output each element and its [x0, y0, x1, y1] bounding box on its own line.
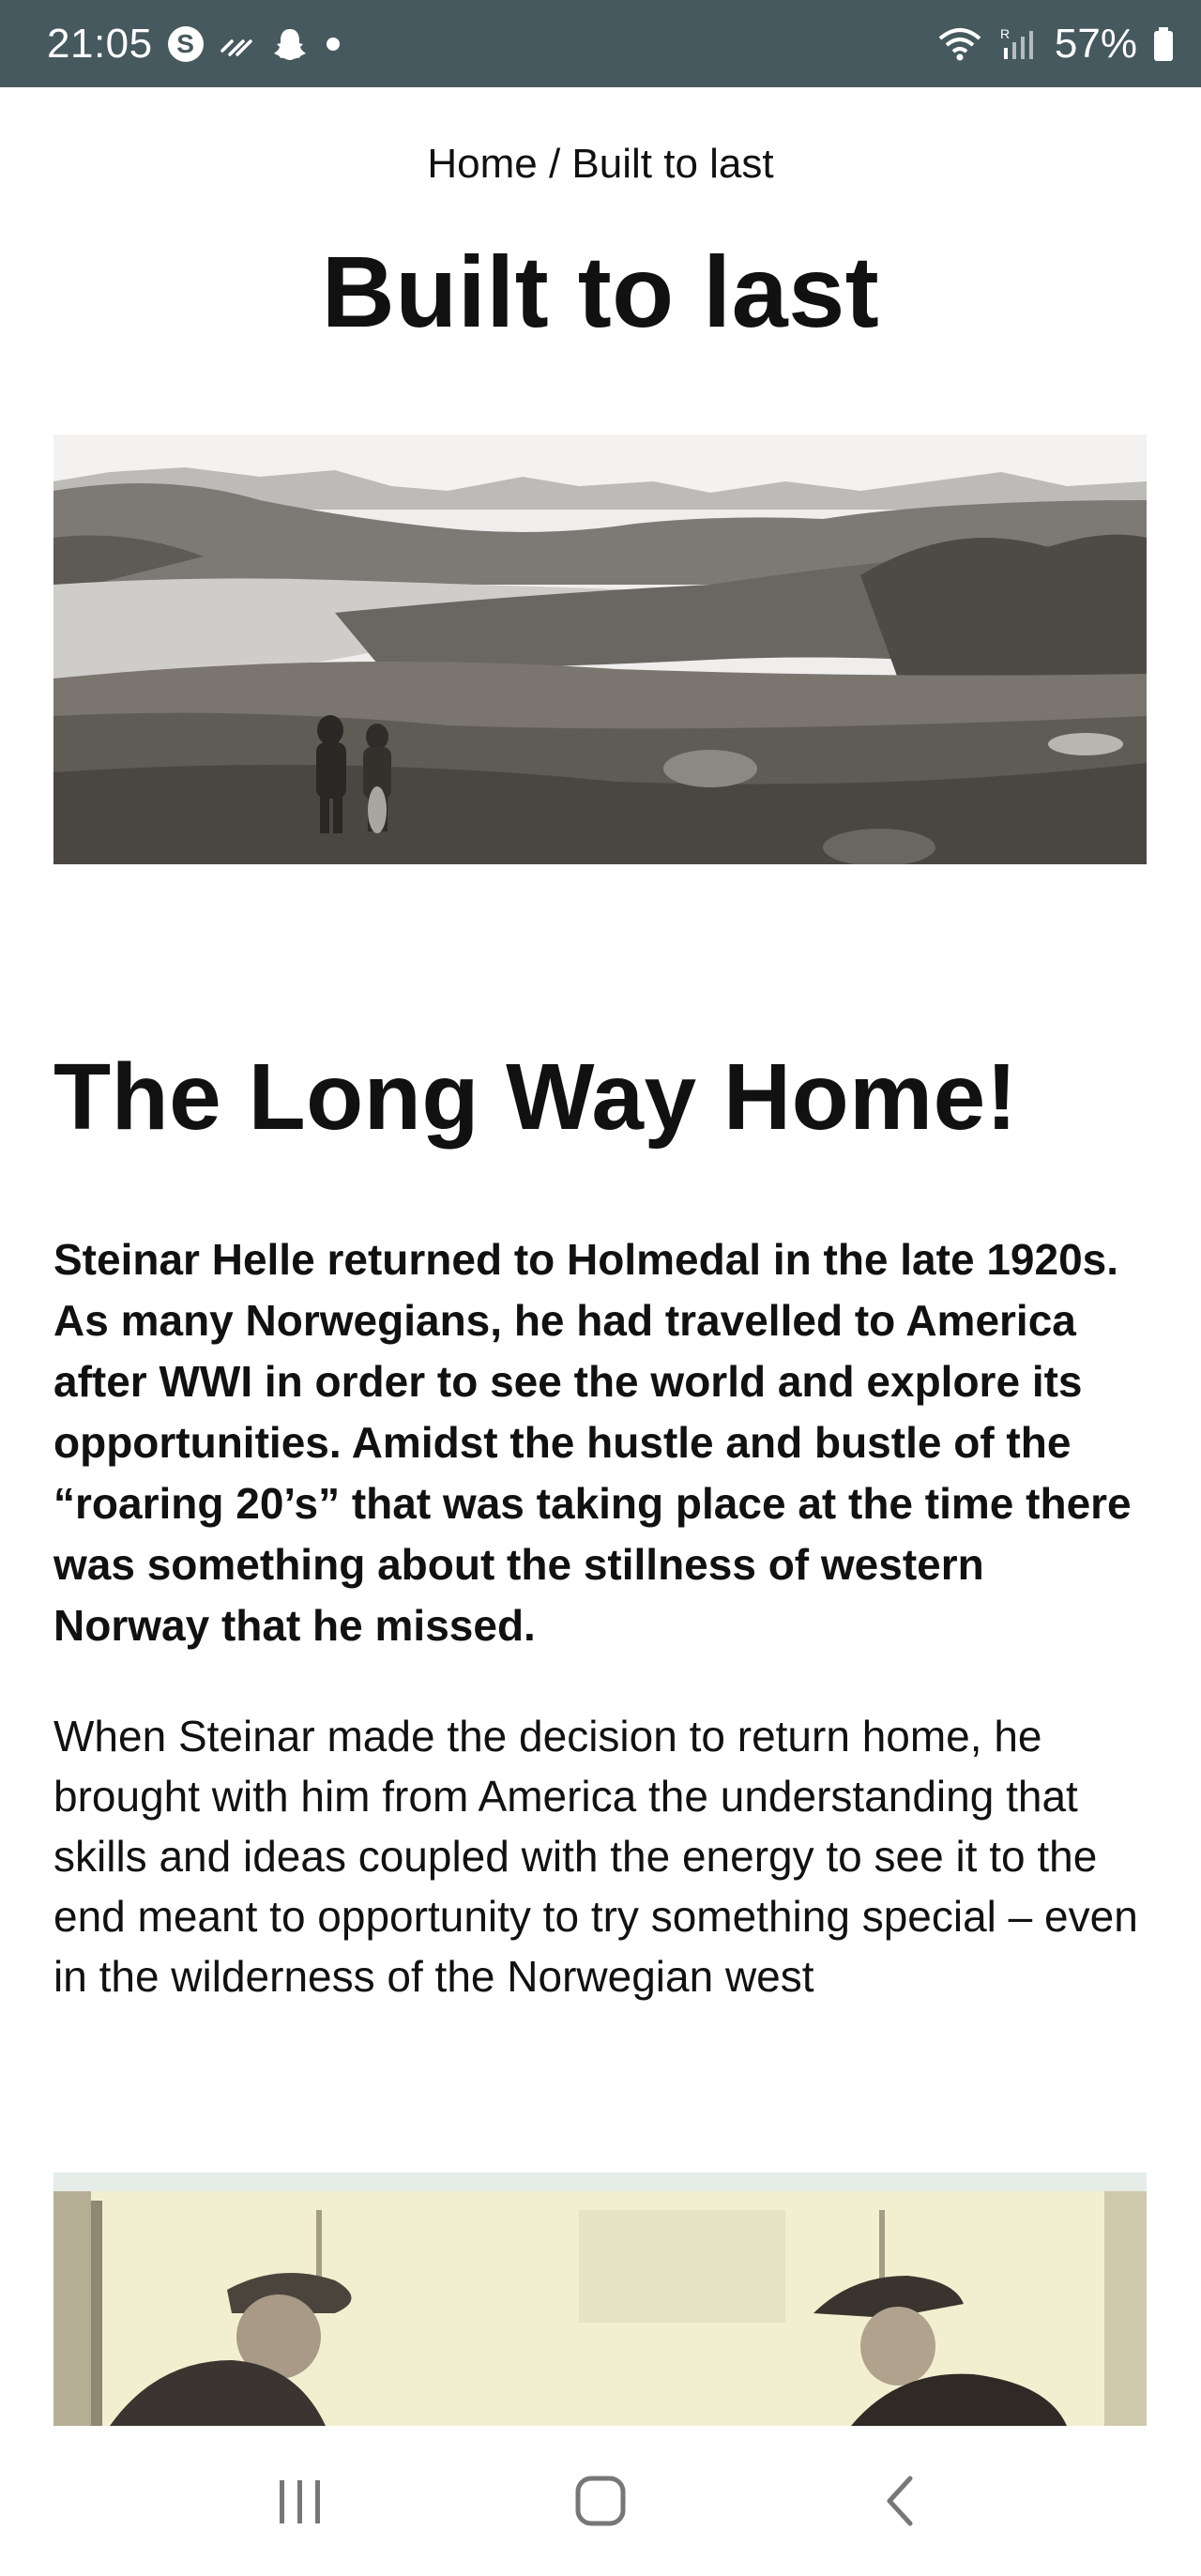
recent-apps-button[interactable] — [244, 2454, 357, 2548]
back-button[interactable] — [844, 2454, 957, 2548]
signal-icon — [998, 25, 1040, 63]
battery-icon — [1152, 26, 1175, 62]
breadcrumb-home-link[interactable]: Home — [427, 141, 538, 187]
missed-call-icon — [219, 30, 256, 58]
snapchat-icon — [271, 25, 309, 63]
breadcrumb-separator: / — [537, 141, 572, 187]
status-bar-left — [47, 21, 342, 68]
lead-paragraph: Steinar Helle returned to Holmedal in the late 1920s. As many Norwegians, he had travelled to America after WWI in order to see the world and explore its opportunities. Amidst the hustle and bustle of the “roaring 20’s” that was taking place at the time there was something about the stillness of western Norway that he missed. — [53, 1235, 1132, 1650]
workshop-photo-image — [53, 2172, 1147, 2426]
battery-percentage: 57% — [1054, 20, 1137, 67]
home-icon — [572, 2473, 629, 2529]
breadcrumb-current: Built to last — [571, 141, 774, 187]
wifi-icon — [936, 25, 983, 63]
recent-apps-icon — [272, 2473, 328, 2529]
section-title: The Long Way Home! — [53, 1044, 1018, 1150]
breadcrumb — [0, 141, 1201, 188]
skype-icon-letter: S — [168, 26, 204, 62]
status-time: 21:05 — [47, 20, 153, 67]
status-bar-right — [936, 21, 1175, 68]
system-nav-bar — [0, 2426, 1201, 2576]
home-button[interactable] — [544, 2454, 657, 2548]
hero-landscape-image — [53, 434, 1147, 864]
page-title: Built to last — [321, 235, 880, 348]
signal-label: R — [999, 25, 1011, 41]
status-bar — [0, 0, 1201, 87]
body-paragraph: When Steinar made the decision to return home, he brought with him from America the understanding that skills and ideas coupled with the energy to see it to the end meant to opportunity to try something special – even in the wilderness of the Norwegian west — [53, 1712, 1138, 2001]
dot-icon — [324, 35, 342, 53]
back-icon — [873, 2473, 929, 2529]
skype-icon — [168, 26, 204, 62]
